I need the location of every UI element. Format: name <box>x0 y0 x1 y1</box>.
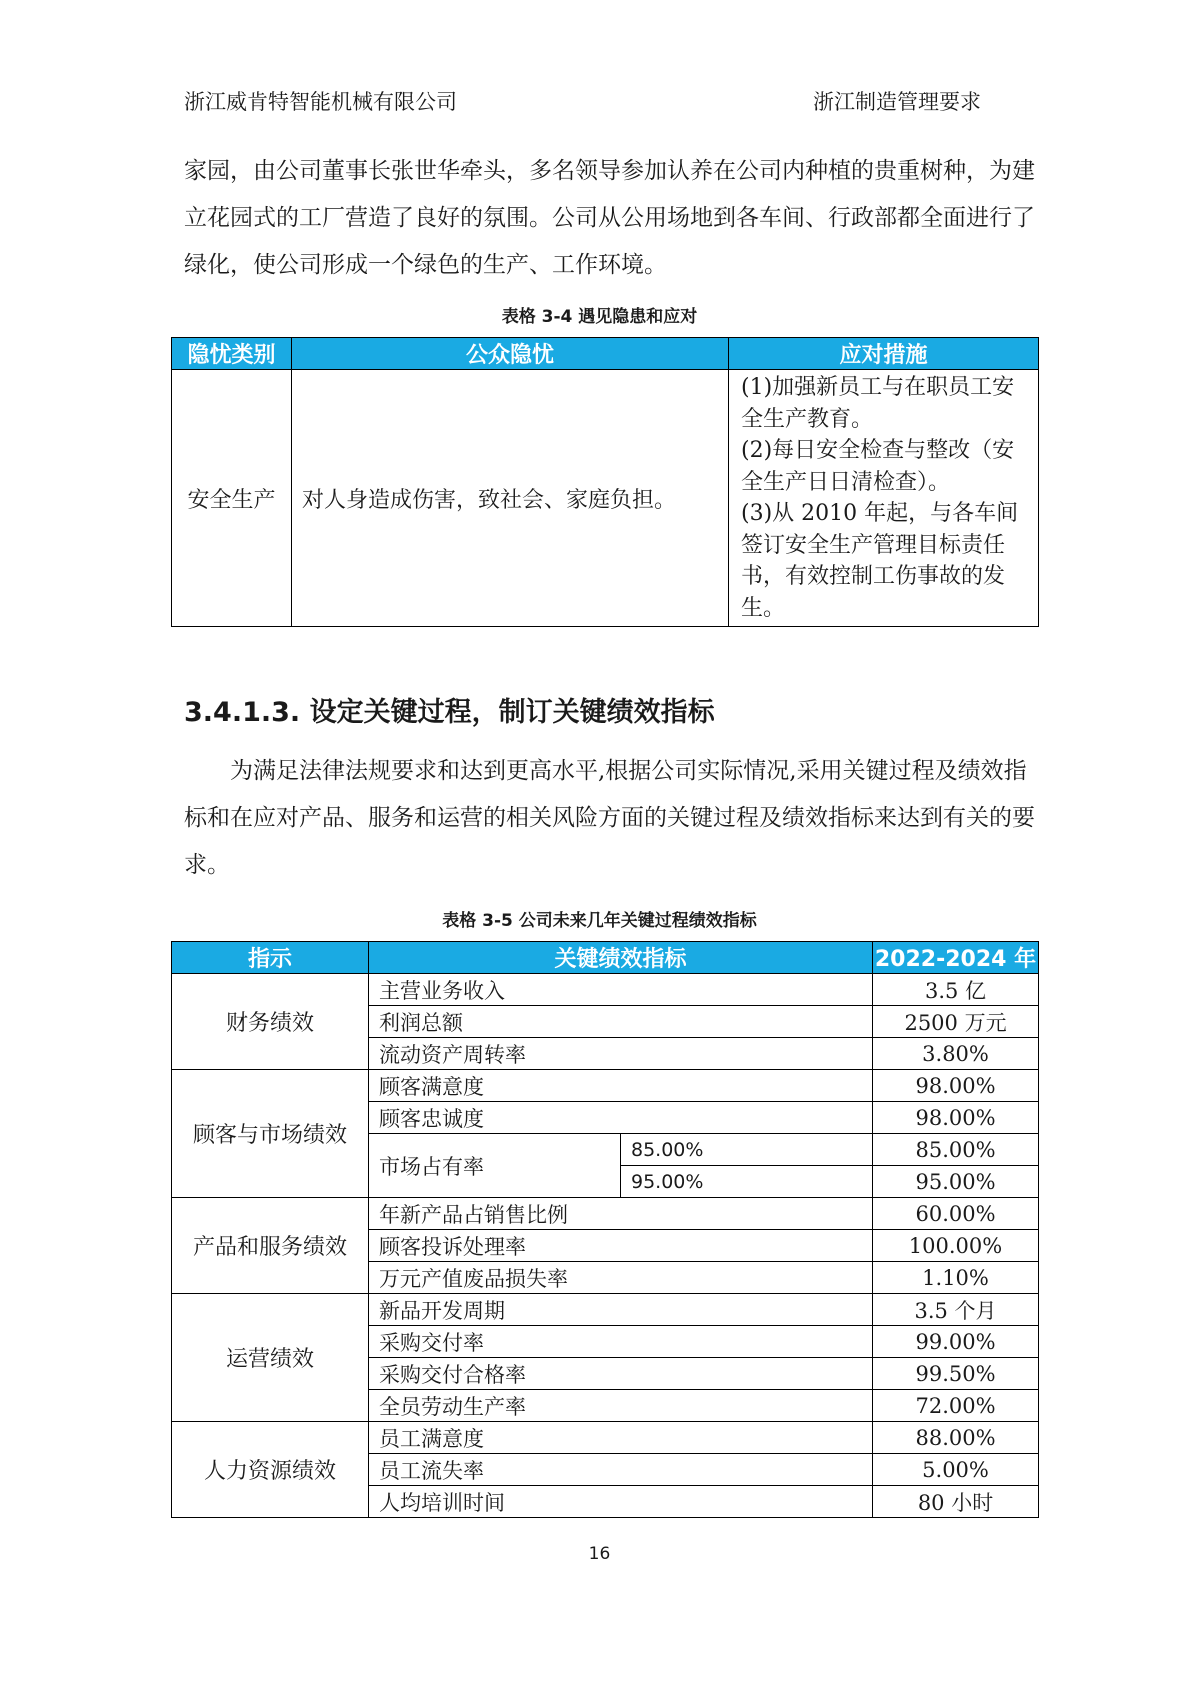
group-operation: 运营绩效 <box>172 1294 369 1422</box>
kpi-table <box>171 941 1039 1518</box>
table-row <box>172 1294 1039 1326</box>
table-row <box>172 1198 1039 1230</box>
table-caption-kpi: 表格 3-5 公司未来几年关键过程绩效指标 <box>442 911 757 931</box>
measure-item: (2)每日安全检查与整改（安全生产日日清检查）。 <box>741 438 1015 495</box>
table-header-row <box>172 942 1039 974</box>
kpi-label: 流动资产周转率 <box>369 1038 873 1070</box>
kpi-label: 采购交付率 <box>369 1326 873 1358</box>
kpi-label: 全员劳动生产率 <box>369 1390 873 1422</box>
kpi-value: 3.5 个月 <box>873 1294 1039 1326</box>
group-finance: 财务绩效 <box>172 974 369 1070</box>
kpi-value: 98.00% <box>873 1102 1039 1134</box>
kpi-label: 顾客忠诚度 <box>369 1102 873 1134</box>
table-caption-risks: 表格 3-4 遇见隐患和应对 <box>501 307 698 327</box>
kpi-label: 人均培训时间 <box>369 1486 873 1518</box>
kpi-label: 员工满意度 <box>369 1422 873 1454</box>
header-indicator: 指示 <box>172 942 369 974</box>
paragraph-kpi-intro: 为满足法律法规要求和达到更高水平,根据公司实际情况,采用关键过程及绩效指标和在应对产品、服务和运营的相关风险方面的关键过程及绩效指标来达到有关的要求。 <box>184 758 1035 878</box>
kpi-value: 3.5 亿 <box>873 974 1039 1006</box>
kpi-value: 2500 万元 <box>873 1006 1039 1038</box>
section-title: 3.4.1.3. 设定关键过程，制订关键绩效指标 <box>184 697 715 728</box>
risk-table <box>171 337 1039 627</box>
header-kpi: 关键绩效指标 <box>369 942 873 974</box>
group-hr: 人力资源绩效 <box>172 1422 369 1518</box>
header-company: 浙江威肯特智能机械有限公司 <box>184 90 457 114</box>
table-header-row <box>172 338 1039 370</box>
kpi-value: 99.50% <box>873 1358 1039 1390</box>
kpi-label: 采购交付合格率 <box>369 1358 873 1390</box>
kpi-value: 98.00% <box>873 1070 1039 1102</box>
kpi-value: 1.10% <box>873 1262 1039 1294</box>
header-measures: 应对措施 <box>729 338 1039 370</box>
kpi-value: 100.00% <box>873 1230 1039 1262</box>
kpi-label: 利润总额 <box>369 1006 873 1038</box>
header-target-years: 2022-2024 年 <box>873 942 1039 974</box>
measure-item: (3)从 2010 年起，与各车间签订安全生产管理目标责任书，有效控制工伤事故的发生。 <box>741 501 1019 621</box>
kpi-value: 5.00% <box>873 1454 1039 1486</box>
page-number: 16 <box>588 1544 611 1564</box>
kpi-value: 99.00% <box>873 1326 1039 1358</box>
measure-item: (1)加强新员工与在职员工安全生产教育。 <box>741 375 1015 432</box>
group-product: 产品和服务绩效 <box>172 1198 369 1294</box>
kpi-value: 85.00% <box>873 1134 1039 1166</box>
kpi-value: 88.00% <box>873 1422 1039 1454</box>
kpi-sub-label: 85.00% <box>621 1134 873 1166</box>
table-row <box>172 1070 1039 1102</box>
table-row <box>172 370 1039 627</box>
kpi-label: 年新产品占销售比例 <box>369 1198 873 1230</box>
kpi-label: 顾客满意度 <box>369 1070 873 1102</box>
kpi-label: 顾客投诉处理率 <box>369 1230 873 1262</box>
paragraph-greening: 家园，由公司董事长张世华牵头，多名领导参加认养在公司内种植的贵重树种，为建立花园式的工厂营造了良好的氛围。公司从公用场地到各车间、行政部都全面进行了绿化，使公司形成一个绿色的生产、工作环境。 <box>184 158 1035 278</box>
kpi-label: 新品开发周期 <box>369 1294 873 1326</box>
header-risk: 公众隐忧 <box>292 338 729 370</box>
kpi-value: 60.00% <box>873 1198 1039 1230</box>
kpi-sub-label: 95.00% <box>621 1166 873 1198</box>
table-row <box>172 1422 1039 1454</box>
group-customer: 顾客与市场绩效 <box>172 1070 369 1198</box>
kpi-value: 95.00% <box>873 1166 1039 1198</box>
kpi-value: 80 小时 <box>873 1486 1039 1518</box>
kpi-label: 主营业务收入 <box>369 974 873 1006</box>
kpi-value: 3.80% <box>873 1038 1039 1070</box>
risk-description: 对人身造成伤害，致社会、家庭负担。 <box>292 370 729 627</box>
risk-measures <box>729 370 1039 627</box>
kpi-label: 万元产值废品损失率 <box>369 1262 873 1294</box>
table-row <box>172 974 1039 1006</box>
header-doc-title: 浙江制造管理要求 <box>813 90 981 114</box>
risk-category: 安全生产 <box>172 370 292 627</box>
header-category: 隐忧类别 <box>172 338 292 370</box>
kpi-label: 员工流失率 <box>369 1454 873 1486</box>
kpi-label: 市场占有率 <box>369 1134 621 1198</box>
kpi-value: 72.00% <box>873 1390 1039 1422</box>
